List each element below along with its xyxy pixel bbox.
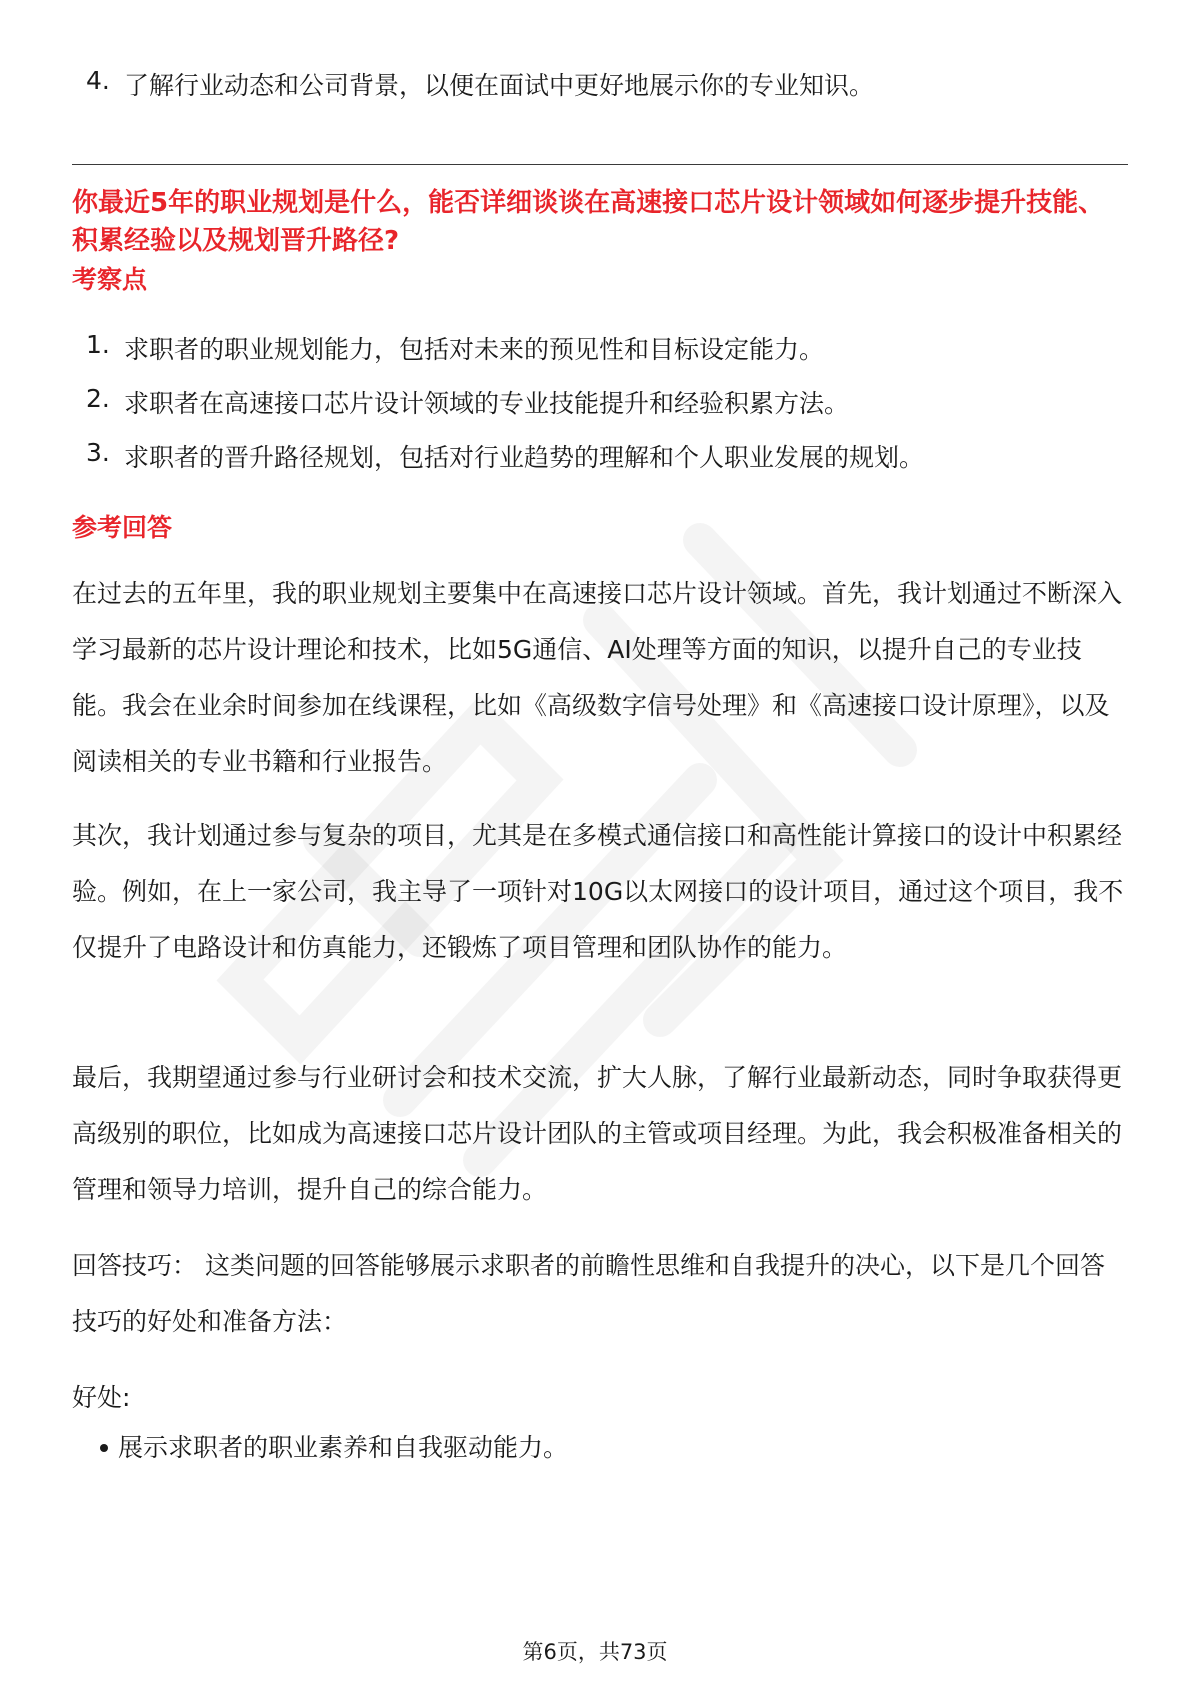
- answer-paragraph: 其次，我计划通过参与复杂的项目，尤其是在多模式通信接口和高性能计算接口的设计中积累经验。例如，在上一家公司，我主导了一项针对10G以太网接口的设计项目，通过这个项目，我不仅提升了电路设计和仿真能力，还锻炼了项目管理和团队协作的能力。: [72, 821, 1124, 962]
- list-item: [72, 330, 1128, 370]
- list-item-text: 了解行业动态和公司背景，以便在面试中更好地展示你的专业知识。: [124, 71, 875, 100]
- section-divider: [72, 164, 1128, 165]
- list-item-text: 求职者的晋升路径规划，包括对行业趋势的理解和个人职业发展的规划。: [124, 443, 925, 472]
- bullet-text: 展示求职者的职业素养和自我驱动能力。: [118, 1433, 569, 1462]
- bullet-item: [72, 1428, 1128, 1468]
- observation-heading: 考察点: [72, 265, 148, 294]
- bullet-dot-icon: [100, 1444, 108, 1452]
- list-item-text: 求职者的职业规划能力，包括对未来的预见性和目标设定能力。: [124, 335, 825, 364]
- benefits-label: 好处:: [72, 1383, 131, 1412]
- list-item-number: 4.: [86, 66, 110, 95]
- page-footer: 第6页，共73页: [522, 1640, 668, 1664]
- list-item-text: 求职者在高速接口芯片设计领域的专业技能提升和经验积累方法。: [124, 389, 850, 418]
- list-item: [72, 384, 1128, 424]
- tips-paragraph: 回答技巧： 这类问题的回答能够展示求职者的前瞻性思维和自我提升的决心，以下是几个回答技巧的好处和准备方法：: [72, 1251, 1105, 1336]
- list-item-number: 1.: [86, 330, 110, 359]
- list-item: [72, 66, 1128, 106]
- reference-heading: 参考回答: [72, 513, 173, 542]
- list-item: [72, 438, 1128, 478]
- question-heading: 你最近5年的职业规划是什么，能否详细谈谈在高速接口芯片设计领域如何逐步提升技能、积累经验以及规划晋升路径?: [72, 188, 1105, 256]
- answer-paragraph: 最后，我期望通过参与行业研讨会和技术交流，扩大人脉，了解行业最新动态，同时争取获得更高级别的职位，比如成为高速接口芯片设计团队的主管或项目经理。为此，我会积极准备相关的管理和领导力培训，提升自己的综合能力。: [72, 1063, 1123, 1204]
- answer-paragraph: 在过去的五年里，我的职业规划主要集中在高速接口芯片设计领域。首先，我计划通过不断深入学习最新的芯片设计理论和技术，比如5G通信、AI处理等方面的知识，以提升自己的专业技能。我会在业余时间参加在线课程，比如《高级数字信号处理》和《高速接口设计原理》，以及阅读相关的专业书籍和行业报告。: [72, 579, 1123, 776]
- list-item-number: 3.: [86, 438, 110, 467]
- list-item-number: 2.: [86, 384, 110, 413]
